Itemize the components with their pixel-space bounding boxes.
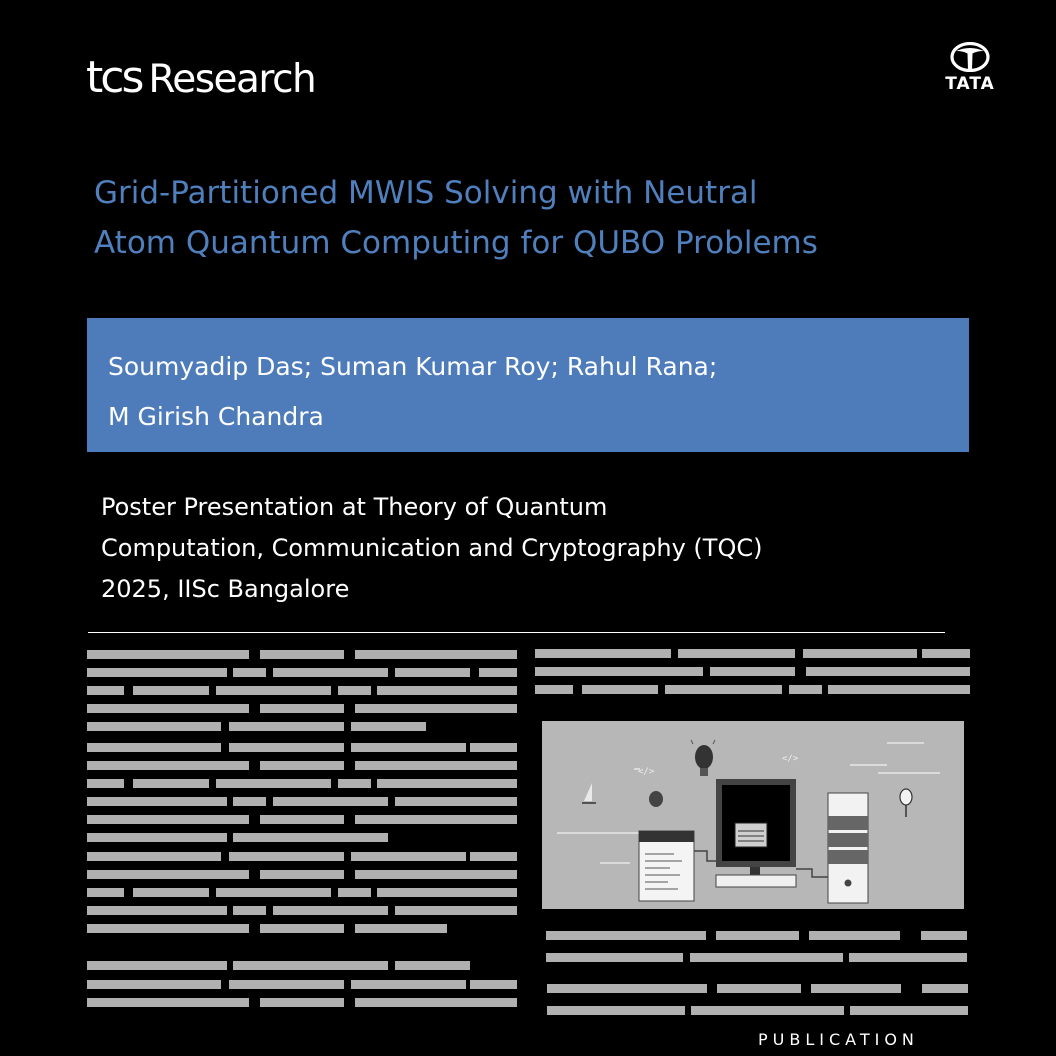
placeholder-text-bar <box>922 649 970 658</box>
placeholder-text-bar <box>229 852 344 861</box>
placeholder-text-bar <box>535 649 671 658</box>
placeholder-text-bar <box>273 668 388 677</box>
placeholder-text-bar <box>828 685 970 694</box>
placeholder-text-bar <box>338 888 371 897</box>
placeholder-text-bar <box>678 649 795 658</box>
placeholder-text-bar <box>665 685 782 694</box>
placeholder-text-bar <box>547 1006 685 1015</box>
placeholder-text-bar <box>395 668 470 677</box>
placeholder-text-bar <box>351 852 466 861</box>
placeholder-text-bar <box>216 888 331 897</box>
placeholder-text-bar <box>87 815 249 824</box>
placeholder-text-bar <box>260 924 344 933</box>
placeholder-text-bar <box>535 685 573 694</box>
placeholder-text-bar <box>355 650 517 659</box>
placeholder-text-bar <box>87 704 249 713</box>
placeholder-text-bar <box>535 667 703 676</box>
placeholder-text-bar <box>87 924 249 933</box>
placeholder-text-bar <box>87 668 227 677</box>
placeholder-text-bar <box>377 888 517 897</box>
placeholder-text-bar <box>273 906 388 915</box>
placeholder-text-bar <box>233 668 266 677</box>
placeholder-text-bar <box>260 650 344 659</box>
placeholder-text-bar <box>803 649 917 658</box>
placeholder-text-bar <box>691 1006 844 1015</box>
placeholder-text-bar <box>789 685 822 694</box>
placeholder-text-bar <box>716 931 799 940</box>
placeholder-text-bar <box>546 953 683 962</box>
placeholder-text-bar <box>355 998 517 1007</box>
placeholder-text-bar <box>355 704 517 713</box>
svg-text:</>: </> <box>782 754 799 764</box>
placeholder-text-bar <box>710 667 795 676</box>
placeholder-text-bar <box>87 797 227 806</box>
placeholder-text-bar <box>355 815 517 824</box>
placeholder-text-bar <box>229 743 344 752</box>
placeholder-text-bar <box>87 743 221 752</box>
placeholder-text-bar <box>377 779 517 788</box>
placeholder-text-bar <box>355 924 447 933</box>
placeholder-text-bar <box>850 1006 968 1015</box>
tcs-wordmark: tcs <box>86 52 142 103</box>
placeholder-text-bar <box>355 870 517 879</box>
placeholder-text-bar <box>921 931 967 940</box>
placeholder-text-bar <box>260 998 344 1007</box>
placeholder-text-bar <box>395 797 517 806</box>
placeholder-text-bar <box>260 761 344 770</box>
placeholder-text-bar <box>233 797 266 806</box>
placeholder-text-bar <box>87 888 124 897</box>
title-line-2: Atom Quantum Computing for QUBO Problems <box>94 225 818 261</box>
placeholder-text-bar <box>87 998 249 1007</box>
placeholder-text-bar <box>547 984 707 993</box>
placeholder-text-bar <box>87 722 221 731</box>
placeholder-text-bar <box>470 980 517 989</box>
placeholder-text-bar <box>87 761 249 770</box>
placeholder-text-bar <box>260 870 344 879</box>
placeholder-text-bar <box>87 961 227 970</box>
placeholder-text-bar <box>87 870 249 879</box>
placeholder-text-bar <box>470 852 517 861</box>
placeholder-text-bar <box>260 704 344 713</box>
venue-line-1: Poster Presentation at Theory of Quantum <box>101 493 608 521</box>
placeholder-text-bar <box>582 685 658 694</box>
placeholder-text-bar <box>87 852 221 861</box>
placeholder-text-bar <box>229 980 344 989</box>
research-wordmark: Research <box>148 57 316 102</box>
svg-text:</>: </> <box>638 767 655 777</box>
computer-illustration-icon <box>542 721 964 909</box>
placeholder-text-bar <box>395 961 470 970</box>
placeholder-text-bar <box>233 833 388 842</box>
placeholder-text-bar <box>87 650 249 659</box>
placeholder-text-bar <box>133 888 209 897</box>
placeholder-text-bar <box>260 815 344 824</box>
placeholder-text-bar <box>355 761 517 770</box>
placeholder-text-bar <box>133 779 209 788</box>
placeholder-text-bar <box>87 980 221 989</box>
publication-label: PUBLICATION <box>758 1030 919 1049</box>
authors-line-2: M Girish Chandra <box>108 402 324 431</box>
placeholder-text-bar <box>922 984 968 993</box>
placeholder-text-bar <box>229 722 344 731</box>
placeholder-text-bar <box>87 779 124 788</box>
title-line-1: Grid-Partitioned MWIS Solving with Neutral <box>94 175 758 211</box>
placeholder-text-bar <box>690 953 843 962</box>
placeholder-text-bar <box>87 906 227 915</box>
venue-line-3: 2025, IISc Bangalore <box>101 575 350 603</box>
placeholder-text-bar <box>717 984 801 993</box>
placeholder-text-bar <box>233 961 388 970</box>
placeholder-text-bar <box>470 743 517 752</box>
placeholder-text-bar <box>338 779 371 788</box>
placeholder-text-bar <box>809 931 900 940</box>
placeholder-text-bar <box>216 686 331 695</box>
placeholder-text-bar <box>351 722 426 731</box>
placeholder-text-bar <box>849 953 967 962</box>
venue-line-2: Computation, Communication and Cryptography (TQC) <box>101 534 763 562</box>
authors-line-1: Soumyadip Das; Suman Kumar Roy; Rahul Rana; <box>108 352 718 381</box>
placeholder-text-bar <box>338 686 371 695</box>
placeholder-text-bar <box>351 980 466 989</box>
placeholder-text-bar <box>216 779 331 788</box>
placeholder-text-bar <box>87 833 227 842</box>
placeholder-text-bar <box>377 686 517 695</box>
placeholder-text-bar <box>479 668 517 677</box>
placeholder-text-bar <box>87 686 124 695</box>
tata-wordmark: TATA <box>945 74 995 94</box>
placeholder-text-bar <box>351 743 466 752</box>
placeholder-text-bar <box>811 984 901 993</box>
placeholder-text-bar <box>233 906 266 915</box>
placeholder-text-bar <box>133 686 209 695</box>
placeholder-text-bar <box>395 906 517 915</box>
placeholder-text-bar <box>806 667 970 676</box>
placeholder-text-bar <box>546 931 706 940</box>
placeholder-text-bar <box>273 797 388 806</box>
